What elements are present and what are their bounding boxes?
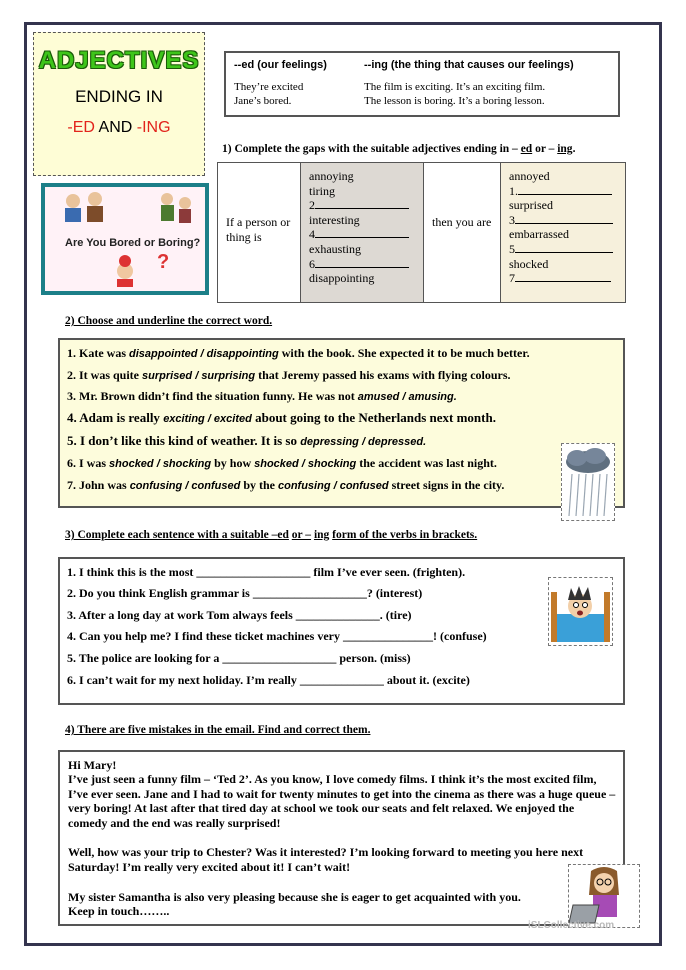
girl-laptop-icon: [568, 864, 640, 928]
email-greeting: Hi Mary!: [68, 758, 117, 772]
title-box: [33, 32, 205, 176]
list-item: embarrassed: [509, 227, 569, 242]
adjective-table: [217, 162, 626, 303]
section2-sentence-3: 3. Mr. Brown didn’t find the situation funny. He was not amused / amusing.: [67, 389, 457, 403]
gap-line[interactable]: 5: [509, 242, 617, 257]
ed-example-1: They’re excited: [234, 81, 304, 93]
title-and: AND: [98, 119, 133, 136]
section2-sentence-6: 6. I was shocked / shocking by how shocked / shocking the accident was last night.: [67, 456, 497, 470]
email-signoff: Keep in touch……..: [68, 904, 170, 918]
section2-sentence-5: 5. I don’t like this kind of weather. It is so depressing / depressed.: [67, 433, 427, 448]
answer-blank[interactable]: ______________: [295, 608, 380, 622]
examples-box: [224, 51, 620, 117]
word-choice[interactable]: confusing / confused: [129, 480, 241, 492]
section3-title: 3) Complete each sentence with a suitable –ed or – ing form of the verbs in brackets.: [65, 529, 478, 541]
title-ed: -ED: [67, 119, 95, 136]
gap-line[interactable]: 1.: [509, 184, 617, 199]
section1-or: or –: [535, 143, 555, 155]
answer-blank[interactable]: ___________________: [196, 565, 311, 579]
word-choice[interactable]: surprised / surprising: [142, 370, 256, 382]
gap-line[interactable]: 7: [509, 271, 617, 286]
bored-boring-illustration: [41, 183, 209, 295]
section1-title-text: 1) Complete the gaps with the suitable adjectives ending in –: [222, 143, 518, 155]
gap-line[interactable]: 3: [509, 213, 617, 228]
section2-sentence-4: 4. Adam is really exciting / excited about going to the Netherlands next month.: [67, 410, 496, 425]
email-paragraph-2: Well, how was your trip to Chester? Was it interested? I’m looking forward to meeting you here next Saturday! I’m really very excited about it! I can’t wait!: [68, 845, 584, 874]
section2-sentence-1: 1. Kate was disappointed / disappointing with the book. She expected it to be much better.: [67, 346, 530, 360]
list-item: shocked: [509, 256, 549, 271]
section3-sentence-6: 6. I can’t wait for my next holiday. I’m really ______________ about it. (excite): [67, 673, 470, 687]
title-ing: -ING: [136, 119, 171, 136]
frightened-person-icon: [548, 577, 613, 646]
word-choice[interactable]: shocked / shocking: [254, 458, 357, 470]
section1-title: [222, 143, 575, 155]
table-cell-then: [424, 163, 501, 303]
gap-line[interactable]: 2: [309, 198, 415, 213]
word-choice[interactable]: disappointed / disappointing: [129, 348, 279, 360]
section3-box: [58, 557, 625, 705]
section2-sentence-2: 2. It was quite surprised / surprising that Jeremy passed his exams with flying colours.: [67, 368, 511, 382]
table-cell-ing: [301, 163, 424, 303]
section2-title: 2) Choose and underline the correct word.: [65, 315, 273, 327]
table-cell-ed: [501, 163, 626, 303]
email-box: [58, 750, 625, 926]
list-item: interesting: [309, 212, 360, 227]
title-ending-in: ENDING IN: [75, 87, 163, 106]
word-choice[interactable]: exciting / excited: [163, 413, 252, 425]
table-cell-person: [218, 163, 301, 303]
list-item: tiring: [309, 183, 335, 198]
ing-example-1: The film is exciting. It’s an exciting film.: [364, 81, 546, 93]
list-item: annoying: [309, 169, 354, 183]
image-caption: Are You Bored or Boring?: [65, 237, 201, 249]
title-adjectives: ADJECTIVES: [38, 47, 200, 74]
answer-blank[interactable]: ___________________: [222, 651, 337, 665]
section3-sentence-2: 2. Do you think English grammar is ___________________? (interest): [67, 586, 423, 600]
section2-box: [58, 338, 625, 508]
answer-blank[interactable]: ___________________: [252, 586, 367, 600]
word-choice[interactable]: amused / amusing.: [357, 391, 457, 403]
table-col3-text: then you are: [432, 215, 492, 229]
list-item: disappointing: [309, 271, 375, 286]
ing-header: --ing (the thing that causes our feelings): [364, 59, 574, 71]
email-paragraph-1: I’ve just seen a funny film – ‘Ted 2’. As you know, I love comedy films. I think it’s the most excited film, I’ve ever seen. Jane and I had to wait for twenty minutes to get into the cinema as there was a huge queue – very boring! At last after that tired day at school we took our seats and felt relaxed. We enjoyed the comedy and the end was really surprised!: [68, 772, 616, 830]
rain-cloud-icon: [561, 443, 615, 521]
word-choice[interactable]: confusing / confused: [277, 480, 389, 492]
ed-header: --ed (our feelings): [234, 59, 327, 71]
question-mark-icon: ?: [157, 251, 170, 273]
word-choice[interactable]: depressing / depressed.: [300, 436, 427, 448]
list-item: surprised: [509, 198, 553, 213]
section3-sentence-1: 1. I think this is the most ___________________ film I’ve ever seen. (frighten).: [67, 565, 466, 579]
table-col1-text: If a person or thing is: [226, 215, 291, 244]
title-ed-and-ing: [34, 119, 204, 137]
answer-blank[interactable]: ______________: [299, 673, 384, 687]
gap-line[interactable]: 4: [309, 227, 415, 242]
section3-sentence-5: 5. The police are looking for a ___________________ person. (miss): [67, 651, 411, 665]
list-item: annoyed: [509, 169, 550, 183]
section1-ed: ed: [520, 143, 533, 155]
section2-sentence-7: 7. John was confusing / confused by the confusing / confused street signs in the city.: [67, 478, 505, 492]
email-paragraph-3: My sister Samantha is also very pleasing because she is eager to get acquainted with you.: [68, 890, 521, 904]
section3-sentence-4: 4. Can you help me? I find these ticket machines very _______________! (confuse): [67, 629, 487, 643]
word-choice[interactable]: shocked / shocking: [109, 458, 212, 470]
ing-example-2: The lesson is boring. It’s a boring lesson.: [364, 95, 545, 107]
list-item: exhausting: [309, 241, 361, 256]
answer-blank[interactable]: _______________: [343, 629, 433, 643]
watermark: iSLCollective.com: [528, 920, 615, 931]
section1-ing: ing: [557, 143, 573, 155]
gap-line[interactable]: 6: [309, 257, 415, 272]
section4-title: 4) There are five mistakes in the email. Find and correct them.: [65, 724, 371, 736]
section1-end: .: [572, 143, 576, 155]
ed-example-2: Jane’s bored.: [234, 95, 292, 107]
section3-sentence-3: 3. After a long day at work Tom always feels ______________. (tire): [67, 608, 412, 622]
